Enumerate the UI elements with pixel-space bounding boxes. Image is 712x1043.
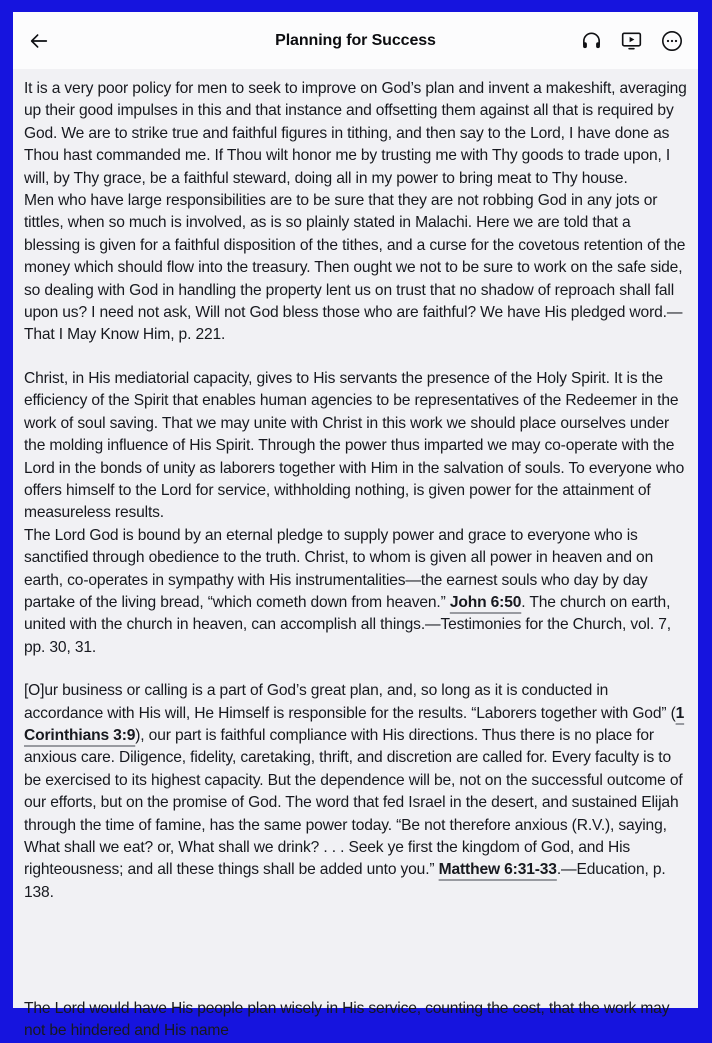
back-arrow-icon bbox=[28, 30, 50, 52]
more-options-button[interactable] bbox=[659, 28, 685, 54]
paragraph-text: . The church on earth, united with the church in heaven, can accomplish all things.—Testimonies for the Church, vol. 7, pp. 30, 31. bbox=[24, 593, 671, 656]
scripture-reference[interactable]: John 6:50 bbox=[449, 593, 522, 611]
paragraph-text: Christ, in His mediatorial capacity, gives to His servants the presence of the Holy Spirit. It is the efficiency of the Spirit that enables human agencies to be representatives of the Redeemer in the work of soul saving. That we may unite with Christ in this work we should place ourselves under the molding influence of His Spirit. Through the power thus imparted we may co-operate with the Lord in the bonds of unity as laborers together with Him in the salvation of souls. To everyone who offers himself to the Lord for service, withholding nothing, is given power for the attainment of measureless results. bbox=[24, 369, 685, 522]
paragraph bbox=[24, 368, 687, 525]
reading-content[interactable] bbox=[13, 69, 698, 999]
video-button[interactable] bbox=[619, 28, 644, 53]
paragraph-text: It is a very poor policy for men to seek to improve on God’s plan and invent a makeshift, averaging up their good impulses in this and that instance and offsetting them against all that is required by God. We are to strike true and faithful figures in tithing, and then say to the Lord, I have done as Thou hast commanded me. If Thou wilt honor me by trusting me with Thy goods to trade upon, I will, by Thy grace, be a faithful steward, doing all in my power to bring meat to Thy house. bbox=[24, 80, 687, 187]
paragraph-text: The Lord God is bound by an eternal pledge to supply power and grace to everyone who is sanctified through obedience to the truth. Christ, to whom is given all power in heaven and on earth, co-operates in sympathy with His instrumentalities—the earnest souls who day by day partake of the living bread, “which cometh down from heaven.” bbox=[24, 526, 654, 611]
paragraph bbox=[24, 78, 687, 190]
scripture-reference[interactable]: Matthew 6:31-33 bbox=[438, 861, 557, 879]
paragraph bbox=[24, 190, 687, 347]
headphones-icon bbox=[580, 29, 603, 52]
video-player-icon bbox=[620, 29, 643, 52]
page-title: Planning for Success bbox=[275, 31, 436, 49]
app-screen bbox=[13, 12, 698, 1040]
more-options-icon bbox=[660, 29, 684, 53]
partial-next-line: The Lord would have His people plan wisely in His service, counting the cost, that the work may not be hindered and His name bbox=[24, 998, 687, 1008]
paragraph-text: ), our part is faithful compliance with His directions. Thus there is no place for anxious care. Diligence, fidelity, caretaking, thrift, and discretion are called for. Every faculty is to be exercised to its highest capacity. But the dependence will be, not on the successful outcome of our efforts, but on the promise of God. The word that fed Israel in the desert, and sustained Elijah through the time of famine, has the same power today. “Be not therefore anxious (R.V.), saying, What shall we eat? or, What shall we drink? . . . Seek ye first the kingdom of God, and His righteousness; and all these things shall be added unto you.” bbox=[24, 726, 683, 879]
app-header bbox=[13, 12, 698, 69]
scripture-reference[interactable]: 1 Corinthians 3:9 bbox=[24, 704, 685, 744]
paragraph-text: .—Education, p. 138. bbox=[24, 861, 666, 901]
paragraph bbox=[24, 680, 687, 904]
paragraph-text: Men who have large responsibilities are to be sure that they are not robbing God in any jots or tittles, when so much is involved, as is so plainly stated in Malachi. Here we are told that a blessing is given for a faithful disposition of the tithes, and a curse for the covetous retention of the money which should flow into the treasury. Then ought we not to be sure to work on the safe side, so dealing with God in handling the property lent us on trust that no shadow of reproach shall fall upon us? I need not ask, Will not God bless those who are faithful? We have His pledged word.—That I May Know Him, p. 221. bbox=[24, 192, 686, 344]
paragraph-text: [O]ur business or calling is a part of God’s great plan, and, so long as it is conducted in accordance with His will, He Himself is responsible for the results. “Laborers together with God” ( bbox=[24, 682, 676, 722]
back-button[interactable] bbox=[26, 28, 52, 54]
paragraph bbox=[24, 525, 687, 659]
audio-button[interactable] bbox=[579, 28, 604, 53]
header-actions bbox=[579, 28, 685, 54]
